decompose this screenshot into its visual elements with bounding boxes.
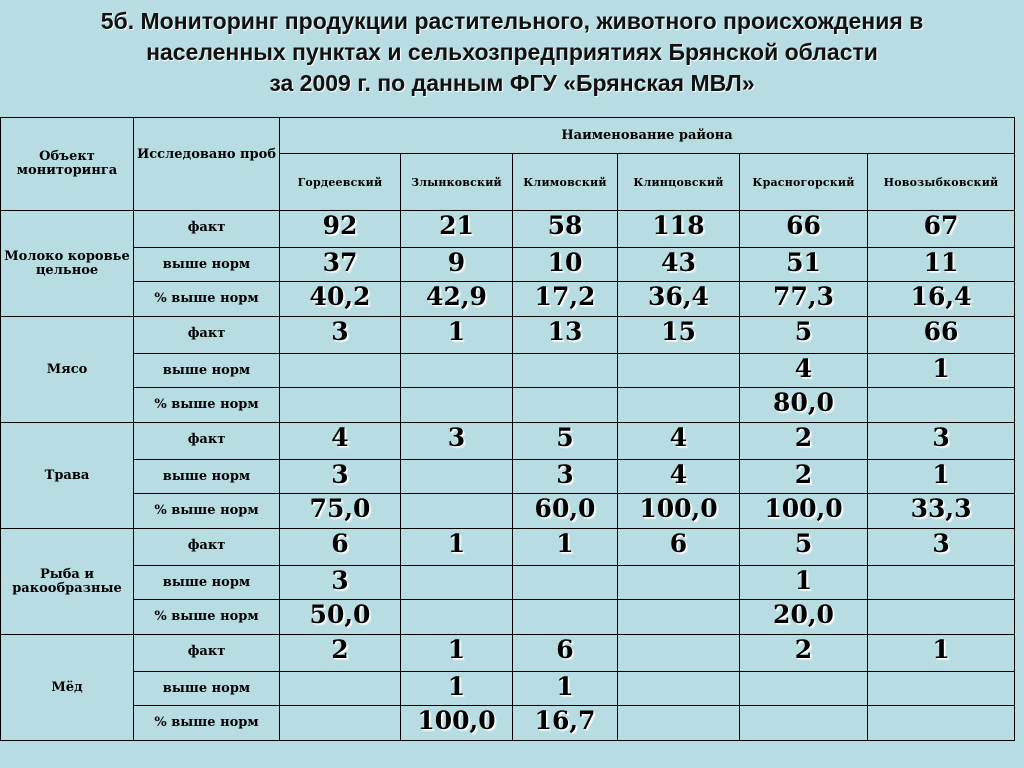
value-cell: 20,0 [740, 600, 868, 635]
value-cell: 4 [618, 423, 740, 460]
value-cell: 11 [868, 248, 1015, 282]
value-cell: 3 [868, 529, 1015, 566]
value-cell: 75,0 [280, 494, 401, 529]
value-cell: 5 [513, 423, 618, 460]
value-cell: 1 [401, 317, 513, 354]
header-row-1 [1, 118, 1015, 154]
table-row [1, 706, 1015, 741]
value-cell: 2 [740, 635, 868, 672]
value-cell: 6 [280, 529, 401, 566]
value-cell: 6 [618, 529, 740, 566]
row-label: выше норм [134, 354, 280, 388]
object-name-fish: Рыба и ракообразные [1, 529, 134, 635]
title-line-3: за 2009 г. по данным ФГУ «Брянская МВЛ» [269, 70, 755, 96]
monitoring-table [0, 117, 1015, 741]
value-cell [513, 388, 618, 423]
value-cell: 67 [868, 211, 1015, 248]
value-cell [280, 388, 401, 423]
row-label: % выше норм [134, 282, 280, 317]
value-cell: 51 [740, 248, 868, 282]
row-label: факт [134, 529, 280, 566]
value-cell: 37 [280, 248, 401, 282]
district-novozybkovsky: Новозыбковский [868, 154, 1015, 211]
district-krasnogorsky: Красногорский [740, 154, 868, 211]
district-zlynkovsky: Злынковский [401, 154, 513, 211]
value-cell: 4 [740, 354, 868, 388]
table-row [1, 248, 1015, 282]
value-cell: 66 [868, 317, 1015, 354]
table-row [1, 600, 1015, 635]
value-cell: 50,0 [280, 600, 401, 635]
row-label: % выше норм [134, 388, 280, 423]
value-cell [280, 672, 401, 706]
table-row [1, 529, 1015, 566]
value-cell: 77,3 [740, 282, 868, 317]
value-cell [618, 635, 740, 672]
table-row [1, 354, 1015, 388]
value-cell: 21 [401, 211, 513, 248]
value-cell: 3 [280, 566, 401, 600]
value-cell [868, 388, 1015, 423]
value-cell [618, 354, 740, 388]
value-cell: 100,0 [401, 706, 513, 741]
value-cell: 40,2 [280, 282, 401, 317]
table-row [1, 566, 1015, 600]
value-cell [618, 566, 740, 600]
value-cell [513, 354, 618, 388]
value-cell: 5 [740, 529, 868, 566]
value-cell: 33,3 [868, 494, 1015, 529]
value-cell: 3 [280, 317, 401, 354]
value-cell [868, 706, 1015, 741]
title-line-2: населенных пунктах и сельхозпредприятиях Брянской области [146, 39, 878, 65]
value-cell: 15 [618, 317, 740, 354]
value-cell: 60,0 [513, 494, 618, 529]
value-cell: 1 [513, 672, 618, 706]
header-object: Объект мониторинга [1, 118, 134, 211]
value-cell [618, 388, 740, 423]
value-cell: 13 [513, 317, 618, 354]
row-label: факт [134, 211, 280, 248]
value-cell: 5 [740, 317, 868, 354]
row-label: факт [134, 635, 280, 672]
value-cell: 2 [740, 423, 868, 460]
value-cell: 2 [740, 460, 868, 494]
value-cell: 1 [513, 529, 618, 566]
value-cell: 1 [401, 672, 513, 706]
value-cell: 42,9 [401, 282, 513, 317]
row-label: выше норм [134, 248, 280, 282]
value-cell: 1 [868, 635, 1015, 672]
value-cell: 3 [868, 423, 1015, 460]
value-cell [401, 494, 513, 529]
value-cell [740, 706, 868, 741]
value-cell: 6 [513, 635, 618, 672]
district-klimovsky: Климовский [513, 154, 618, 211]
row-label: % выше норм [134, 494, 280, 529]
object-name-grass: Трава [1, 423, 134, 529]
value-cell [280, 354, 401, 388]
row-label: выше норм [134, 672, 280, 706]
value-cell: 17,2 [513, 282, 618, 317]
value-cell [513, 600, 618, 635]
row-label: % выше норм [134, 600, 280, 635]
table-row [1, 423, 1015, 460]
value-cell: 3 [513, 460, 618, 494]
value-cell [401, 566, 513, 600]
value-cell [868, 672, 1015, 706]
value-cell: 1 [868, 460, 1015, 494]
value-cell: 118 [618, 211, 740, 248]
table-row [1, 282, 1015, 317]
value-cell: 92 [280, 211, 401, 248]
value-cell: 3 [401, 423, 513, 460]
value-cell [401, 600, 513, 635]
value-cell: 1 [401, 529, 513, 566]
value-cell [401, 460, 513, 494]
value-cell [618, 706, 740, 741]
value-cell [618, 672, 740, 706]
object-name-meat: Мясо [1, 317, 134, 423]
value-cell: 1 [868, 354, 1015, 388]
table-row [1, 672, 1015, 706]
value-cell [401, 354, 513, 388]
value-cell [868, 600, 1015, 635]
district-klintsovsky: Клинцовский [618, 154, 740, 211]
value-cell: 2 [280, 635, 401, 672]
value-cell: 10 [513, 248, 618, 282]
value-cell: 1 [401, 635, 513, 672]
value-cell: 16,4 [868, 282, 1015, 317]
title-line-1: 5б. Мониторинг продукции растительного, животного происхождения в [100, 8, 924, 34]
table-row [1, 460, 1015, 494]
slide-title [0, 6, 1024, 99]
table-row [1, 211, 1015, 248]
row-label: факт [134, 317, 280, 354]
object-name-honey: Мёд [1, 635, 134, 741]
header-district: Наименование района [280, 118, 1015, 154]
value-cell [740, 672, 868, 706]
table-body [1, 118, 1015, 741]
value-cell [513, 566, 618, 600]
value-cell: 4 [280, 423, 401, 460]
value-cell [280, 706, 401, 741]
value-cell: 66 [740, 211, 868, 248]
table-row [1, 635, 1015, 672]
row-label: факт [134, 423, 280, 460]
value-cell: 1 [740, 566, 868, 600]
value-cell: 43 [618, 248, 740, 282]
value-cell: 80,0 [740, 388, 868, 423]
value-cell [401, 388, 513, 423]
table-row [1, 494, 1015, 529]
value-cell: 3 [280, 460, 401, 494]
object-name-milk: Молоко коровье цельное [1, 211, 134, 317]
row-label: выше норм [134, 460, 280, 494]
value-cell: 4 [618, 460, 740, 494]
value-cell: 100,0 [740, 494, 868, 529]
table-row [1, 388, 1015, 423]
value-cell: 16,7 [513, 706, 618, 741]
value-cell [868, 566, 1015, 600]
row-label: % выше норм [134, 706, 280, 741]
district-gordeevsky: Гордеевский [280, 154, 401, 211]
value-cell [618, 600, 740, 635]
header-studied: Исследовано проб [134, 118, 280, 211]
row-label: выше норм [134, 566, 280, 600]
table-row [1, 317, 1015, 354]
value-cell: 36,4 [618, 282, 740, 317]
value-cell: 9 [401, 248, 513, 282]
value-cell: 58 [513, 211, 618, 248]
value-cell: 100,0 [618, 494, 740, 529]
